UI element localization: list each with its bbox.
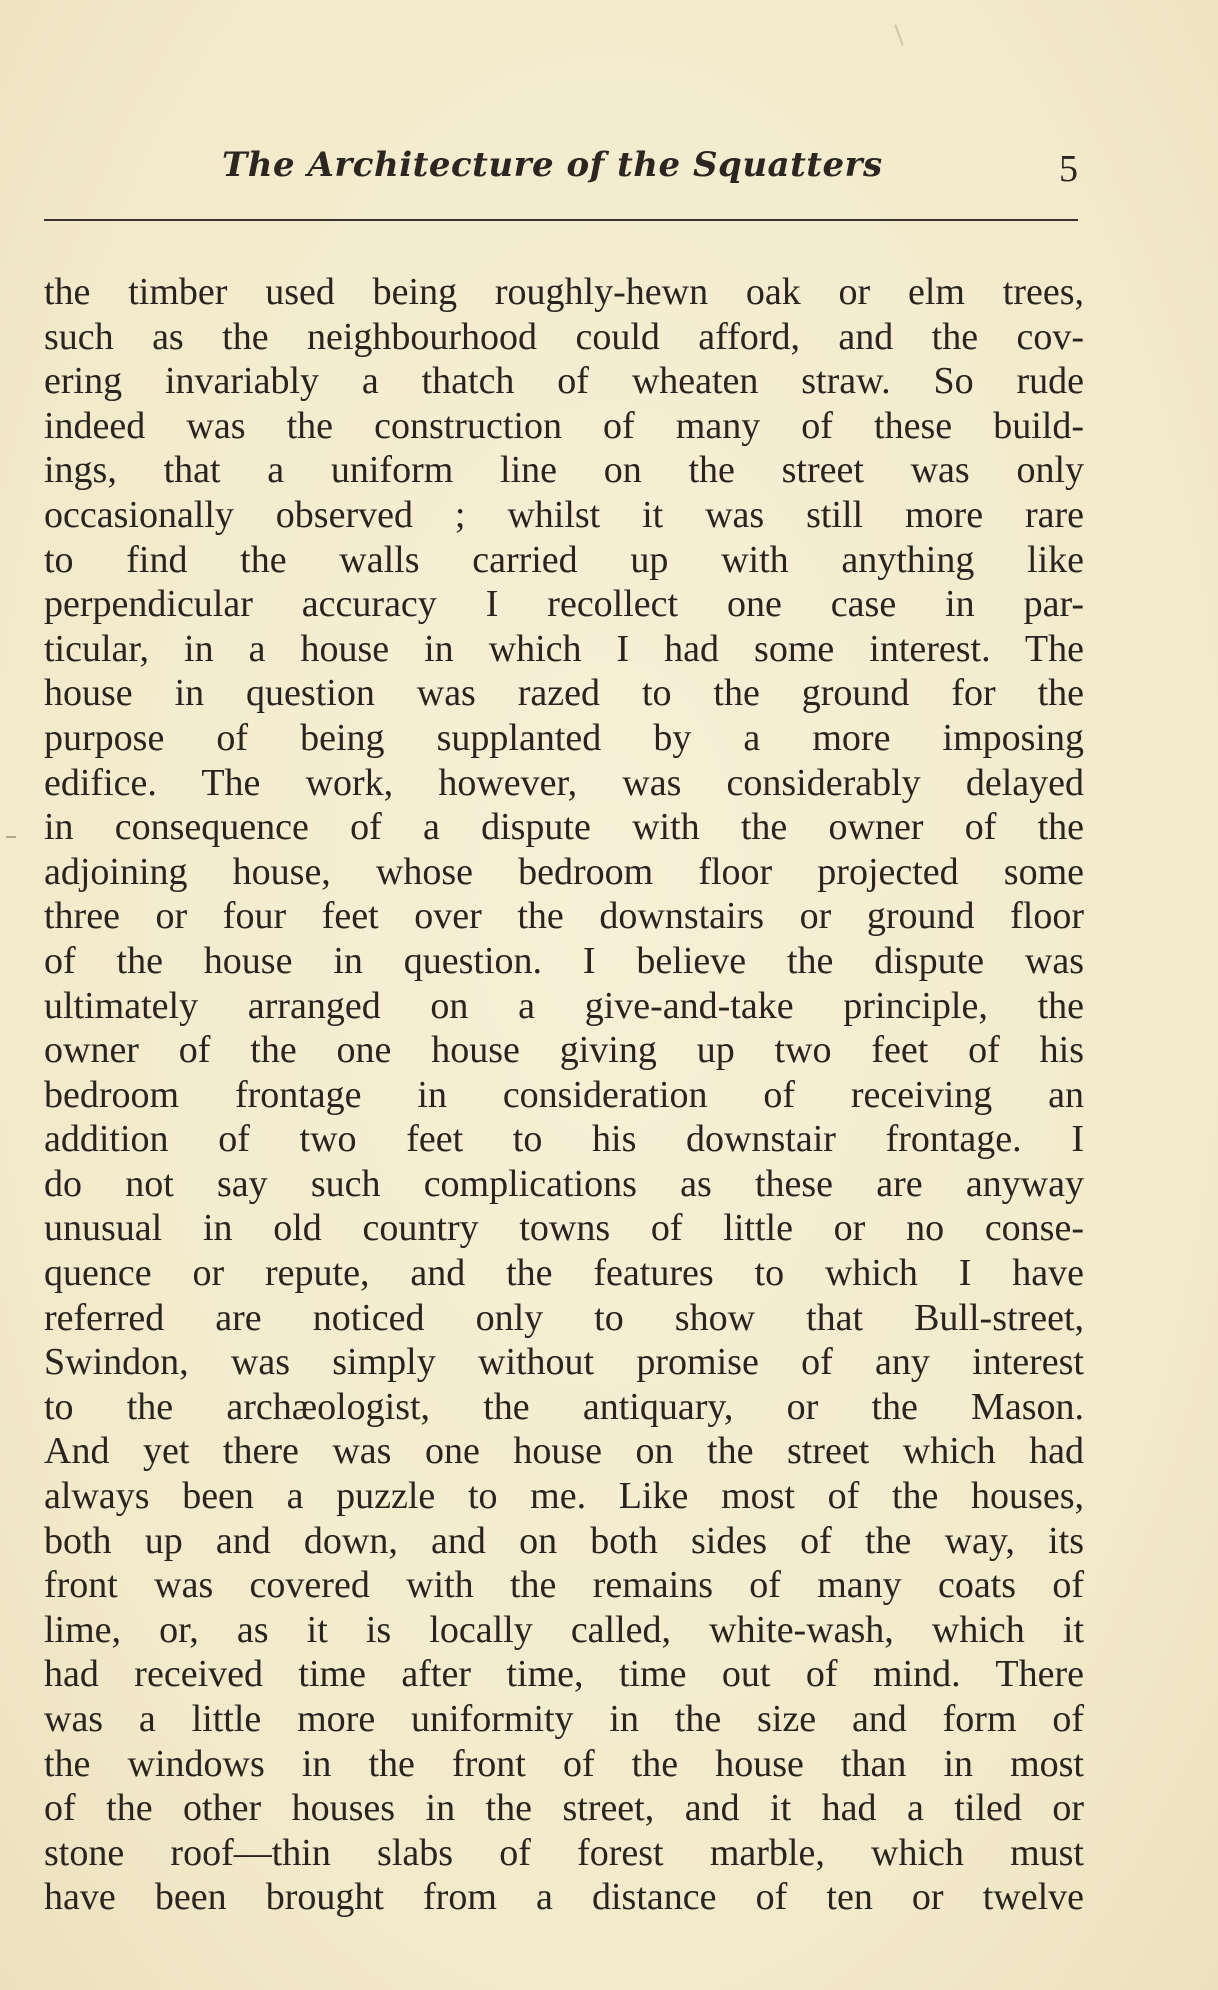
header-rule xyxy=(44,219,1078,221)
text-line: bedroom frontage in consideration of receiving an xyxy=(44,1073,1084,1116)
text-line: such as the neighbourhood could afford, and the cov- xyxy=(44,315,1084,358)
text-line: three or four feet over the downstairs or ground floor xyxy=(44,895,1084,938)
text-line: in consequence of a dispute with the owner of the xyxy=(44,806,1084,849)
text-line: stone roof—thin slabs of forest marble, which must xyxy=(44,1831,1084,1874)
text-line: addition of two feet to his downstair frontage. I xyxy=(44,1118,1084,1161)
text-line: of the house in question. I believe the dispute was xyxy=(44,939,1084,982)
text-line: to find the walls carried up with anything like xyxy=(44,538,1084,581)
text-line: front was covered with the remains of many coats of xyxy=(44,1564,1084,1607)
text-line: ultimately arranged on a give-and-take principle, the xyxy=(44,984,1084,1027)
text-line: ering invariably a thatch of wheaten straw. So rude xyxy=(44,360,1084,403)
text-line: house in question was razed to the ground for the xyxy=(44,672,1084,715)
text-line: ticular, in a house in which I had some interest. The xyxy=(44,627,1084,670)
margin-mark xyxy=(6,836,16,838)
text-line: quence or repute, and the features to which I have xyxy=(44,1252,1084,1295)
text-line: ings, that a uniform line on the street was only xyxy=(44,449,1084,492)
running-title: The Architecture of the Squatters xyxy=(222,145,883,185)
text-line: referred are noticed only to show that Bull-street, xyxy=(44,1296,1084,1339)
text-line: owner of the one house giving up two feet of his xyxy=(44,1029,1084,1072)
text-line: indeed was the construction of many of these build- xyxy=(44,404,1084,447)
page-header xyxy=(44,145,1078,195)
text-line: perpendicular accuracy I recollect one case in par- xyxy=(44,583,1084,626)
body-text xyxy=(44,270,1084,1920)
text-line: do not say such complications as these are anyway xyxy=(44,1162,1084,1205)
text-line: lime, or, as it is locally called, white-wash, which it xyxy=(44,1608,1084,1651)
text-line: of the other houses in the street, and it had a tiled or xyxy=(44,1787,1084,1830)
text-line: both up and down, and on both sides of the way, its xyxy=(44,1519,1084,1562)
text-line: always been a puzzle to me. Like most of the houses, xyxy=(44,1475,1084,1518)
text-line: have been brought from a distance of ten or twelve xyxy=(44,1876,1084,1919)
text-line: purpose of being supplanted by a more imposing xyxy=(44,716,1084,759)
text-line: And yet there was one house on the street which had xyxy=(44,1430,1084,1473)
text-line: adjoining house, whose bedroom floor projected some xyxy=(44,850,1084,893)
text-line: to the archæologist, the antiquary, or the Mason. xyxy=(44,1385,1084,1428)
text-line: occasionally observed ; whilst it was still more rare xyxy=(44,493,1084,536)
text-line: the windows in the front of the house than in most xyxy=(44,1742,1084,1785)
text-line: the timber used being roughly-hewn oak or elm trees, xyxy=(44,271,1084,313)
page-number: 5 xyxy=(1059,148,1078,190)
text-line: edifice. The work, however, was considerably delayed xyxy=(44,761,1084,804)
paper-mark xyxy=(894,24,903,45)
text-line: had received time after time, time out of mind. There xyxy=(44,1653,1084,1696)
text-line: unusual in old country towns of little or no conse- xyxy=(44,1207,1084,1250)
text-line: was a little more uniformity in the size and form of xyxy=(44,1698,1084,1740)
text-line: Swindon, was simply without promise of any interest xyxy=(44,1341,1084,1384)
